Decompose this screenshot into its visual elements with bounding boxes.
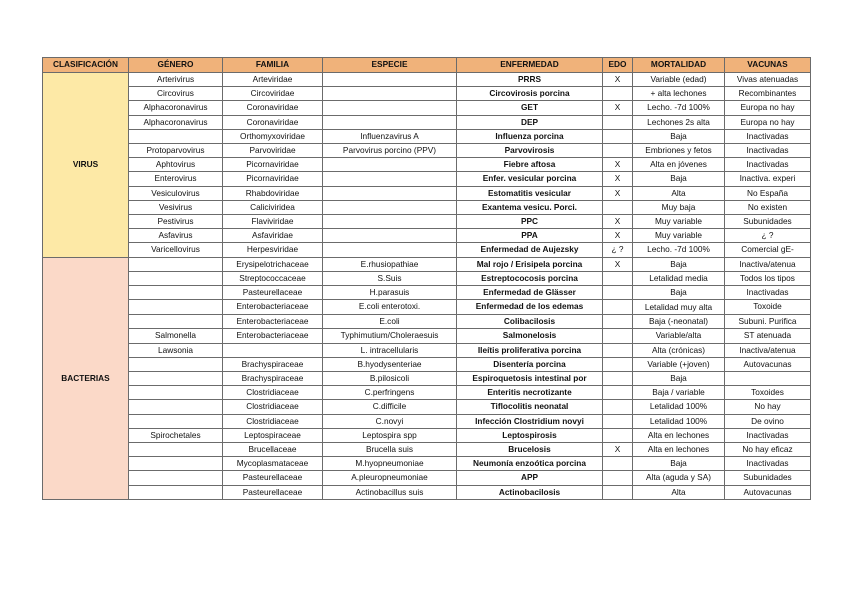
cell-enfermedad: APP [457, 471, 603, 485]
cell-especie: E.rhusiopathiae [323, 257, 457, 271]
cell-enfermedad: Parvovirosis [457, 144, 603, 158]
cell-mortalidad: Alta (aguda y SA) [633, 471, 725, 485]
cell-vacunas: No España [725, 186, 811, 200]
table-row [43, 400, 811, 414]
cell-mortalidad: Lecho. -7d 100% [633, 101, 725, 115]
table-row [43, 414, 811, 428]
header-genero: GÉNERO [129, 58, 223, 73]
cell-enfermedad: Espiroquetosis intestinal por [457, 372, 603, 386]
cell-especie: Influenzavirus A [323, 129, 457, 143]
cell-familia: Leptospiraceae [223, 428, 323, 442]
cell-genero: Lawsonia [129, 343, 223, 357]
header-vacunas: VACUNAS [725, 58, 811, 73]
cell-genero: Arterivirus [129, 73, 223, 87]
cell-genero [129, 485, 223, 499]
cell-edo [603, 400, 633, 414]
cell-genero [129, 286, 223, 300]
cell-mortalidad: Baja [633, 172, 725, 186]
cell-genero [129, 471, 223, 485]
cell-edo [603, 471, 633, 485]
cell-mortalidad: Baja / variable [633, 386, 725, 400]
cell-familia: Coronaviridae [223, 101, 323, 115]
cell-genero [129, 271, 223, 285]
cell-familia: Pasteurellaceae [223, 286, 323, 300]
cell-enfermedad: GET [457, 101, 603, 115]
cell-edo [603, 414, 633, 428]
cell-mortalidad: Baja [633, 286, 725, 300]
cell-familia: Arteviridae [223, 73, 323, 87]
cell-vacunas: Autovacunas [725, 485, 811, 499]
cell-edo [603, 286, 633, 300]
cell-mortalidad: Baja (-neonatal) [633, 315, 725, 329]
cell-vacunas: De ovino [725, 414, 811, 428]
cell-vacunas: Inactiva/atenua [725, 257, 811, 271]
cell-edo: X [603, 215, 633, 229]
table-row [43, 300, 811, 315]
cell-edo [603, 372, 633, 386]
cell-genero [129, 357, 223, 371]
cell-vacunas [725, 372, 811, 386]
cell-edo [603, 457, 633, 471]
cell-edo [603, 386, 633, 400]
cell-vacunas: ¿ ? [725, 229, 811, 243]
cell-mortalidad: Letalidad 100% [633, 414, 725, 428]
cell-especie: Brucella suis [323, 443, 457, 457]
cell-especie [323, 158, 457, 172]
cell-especie [323, 186, 457, 200]
cell-vacunas: Inactivadas [725, 457, 811, 471]
cell-familia: Enterobacteriaceae [223, 300, 323, 315]
cell-enfermedad: Actinobacilosis [457, 485, 603, 499]
cell-especie [323, 87, 457, 101]
header-enfermedad: ENFERMEDAD [457, 58, 603, 73]
cell-vacunas: No hay [725, 400, 811, 414]
table-row [43, 215, 811, 229]
cell-especie [323, 115, 457, 129]
cell-especie: L. intracellularis [323, 343, 457, 357]
table-row [43, 229, 811, 243]
cell-familia: Enterobacteriaceae [223, 315, 323, 329]
cell-edo [603, 129, 633, 143]
cell-enfermedad: PRRS [457, 73, 603, 87]
cell-mortalidad: Variable/alta [633, 329, 725, 343]
cell-familia: Brucellaceae [223, 443, 323, 457]
cell-especie: C.difficile [323, 400, 457, 414]
cell-familia: Pasteurellaceae [223, 485, 323, 499]
cell-especie: Leptospira spp [323, 428, 457, 442]
cell-vacunas: Inactivadas [725, 428, 811, 442]
cell-edo [603, 315, 633, 329]
cell-especie [323, 243, 457, 257]
cell-enfermedad: Fiebre aftosa [457, 158, 603, 172]
group-label-bacterias: BACTERIAS [43, 257, 129, 499]
cell-familia: Picornaviridae [223, 158, 323, 172]
cell-edo: X [603, 158, 633, 172]
cell-enfermedad: Colibacilosis [457, 315, 603, 329]
cell-vacunas: Inactiva. experi [725, 172, 811, 186]
cell-mortalidad: Embriones y fetos [633, 144, 725, 158]
table-row [43, 357, 811, 371]
table-row [43, 243, 811, 257]
table-row [43, 257, 811, 271]
cell-enfermedad: PPA [457, 229, 603, 243]
table-row [43, 386, 811, 400]
table-row [43, 115, 811, 129]
cell-genero [129, 257, 223, 271]
cell-enfermedad: Exantema vesicu. Porci. [457, 200, 603, 214]
table-row [43, 428, 811, 442]
cell-familia: Erysipelotrichaceae [223, 257, 323, 271]
cell-familia: Streptococcaceae [223, 271, 323, 285]
cell-edo: ¿ ? [603, 243, 633, 257]
cell-familia: Rhabdoviridae [223, 186, 323, 200]
cell-edo [603, 144, 633, 158]
cell-mortalidad: Lecho. -7d 100% [633, 243, 725, 257]
cell-vacunas: Comercial gE- [725, 243, 811, 257]
cell-familia: Clostridiaceae [223, 386, 323, 400]
cell-enfermedad: Enteritis necrotizante [457, 386, 603, 400]
cell-mortalidad: Alta en lechones [633, 443, 725, 457]
cell-edo [603, 343, 633, 357]
cell-enfermedad: Influenza porcina [457, 129, 603, 143]
cell-edo: X [603, 443, 633, 457]
cell-especie [323, 73, 457, 87]
cell-mortalidad: Alta [633, 186, 725, 200]
cell-edo [603, 300, 633, 315]
cell-especie: C.novyi [323, 414, 457, 428]
cell-especie [323, 229, 457, 243]
cell-genero: Alphacoronavirus [129, 101, 223, 115]
cell-enfermedad: Circovirosis porcina [457, 87, 603, 101]
cell-especie: B.pilosicoli [323, 372, 457, 386]
cell-especie: H.parasuis [323, 286, 457, 300]
cell-vacunas: Autovacunas [725, 357, 811, 371]
cell-enfermedad: Neumonía enzoótica porcina [457, 457, 603, 471]
cell-familia: Herpesviridae [223, 243, 323, 257]
cell-vacunas: Toxoide [725, 300, 811, 315]
cell-familia: Caliciviridea [223, 200, 323, 214]
cell-genero [129, 414, 223, 428]
cell-vacunas: Inactivadas [725, 129, 811, 143]
cell-genero: Vesiculovirus [129, 186, 223, 200]
cell-mortalidad: Lechones 2s alta [633, 115, 725, 129]
cell-enfermedad: Tiflocolitis neonatal [457, 400, 603, 414]
cell-edo [603, 428, 633, 442]
cell-mortalidad: Alta en lechones [633, 428, 725, 442]
cell-genero [129, 457, 223, 471]
cell-mortalidad: Baja [633, 457, 725, 471]
cell-mortalidad: + alta lechones [633, 87, 725, 101]
cell-familia: Brachyspiraceae [223, 372, 323, 386]
cell-vacunas: Toxoides [725, 386, 811, 400]
cell-genero: Asfavirus [129, 229, 223, 243]
cell-vacunas: Todos los tipos [725, 271, 811, 285]
cell-enfermedad: DEP [457, 115, 603, 129]
cell-familia [223, 343, 323, 357]
cell-genero: Aphtovirus [129, 158, 223, 172]
cell-genero: Vesivirus [129, 200, 223, 214]
cell-especie: M.hyopneumoniae [323, 457, 457, 471]
table-row [43, 144, 811, 158]
cell-enfermedad: Mal rojo / Erisipela porcina [457, 257, 603, 271]
cell-mortalidad: Letalidad muy alta [633, 300, 725, 315]
cell-genero [129, 300, 223, 315]
table-row [43, 286, 811, 300]
cell-vacunas: Vivas atenuadas [725, 73, 811, 87]
cell-especie [323, 172, 457, 186]
cell-genero: Protoparvovirus [129, 144, 223, 158]
cell-mortalidad: Baja [633, 372, 725, 386]
cell-familia: Enterobacteriaceae [223, 329, 323, 343]
cell-enfermedad: Enfermedad de los edemas [457, 300, 603, 315]
cell-vacunas: Subunidades [725, 471, 811, 485]
cell-edo: X [603, 257, 633, 271]
table-row [43, 471, 811, 485]
table-row [43, 129, 811, 143]
cell-vacunas: Subunidades [725, 215, 811, 229]
cell-edo: X [603, 73, 633, 87]
cell-especie: Typhimutium/Choleraesuis [323, 329, 457, 343]
cell-especie [323, 101, 457, 115]
table-row [43, 101, 811, 115]
cell-mortalidad: Variable (edad) [633, 73, 725, 87]
cell-mortalidad: Alta (crónicas) [633, 343, 725, 357]
table-row [43, 343, 811, 357]
cell-especie: Actinobacillus suis [323, 485, 457, 499]
cell-especie: Parvovirus porcino (PPV) [323, 144, 457, 158]
cell-enfermedad: Disentería porcina [457, 357, 603, 371]
cell-enfermedad: Ileítis proliferativa porcina [457, 343, 603, 357]
cell-edo [603, 115, 633, 129]
cell-enfermedad: Enfer. vesicular porcina [457, 172, 603, 186]
cell-genero [129, 400, 223, 414]
cell-vacunas: Recombinantes [725, 87, 811, 101]
cell-enfermedad: Enfermedad de Glässer [457, 286, 603, 300]
cell-especie: A.pleuropneumoniae [323, 471, 457, 485]
cell-vacunas: Inactiva/atenua [725, 343, 811, 357]
cell-familia: Orthomyxoviridae [223, 129, 323, 143]
cell-especie: B.hyodysenteriae [323, 357, 457, 371]
table-row [43, 329, 811, 343]
cell-edo: X [603, 172, 633, 186]
table-row [43, 87, 811, 101]
cell-familia: Brachyspiraceae [223, 357, 323, 371]
cell-edo [603, 87, 633, 101]
cell-genero: Salmonella [129, 329, 223, 343]
cell-vacunas: Europa no hay [725, 101, 811, 115]
table-row [43, 186, 811, 200]
cell-mortalidad: Muy variable [633, 215, 725, 229]
table-row [43, 73, 811, 87]
header-row [43, 58, 811, 73]
header-especie: ESPECIE [323, 58, 457, 73]
cell-mortalidad: Baja [633, 129, 725, 143]
cell-edo: X [603, 101, 633, 115]
header-edo: EDO [603, 58, 633, 73]
cell-edo [603, 329, 633, 343]
cell-familia: Mycoplasmataceae [223, 457, 323, 471]
cell-enfermedad: PPC [457, 215, 603, 229]
table-row [43, 315, 811, 329]
table-row [43, 485, 811, 499]
cell-mortalidad: Letalidad 100% [633, 400, 725, 414]
cell-familia: Pasteurellaceae [223, 471, 323, 485]
cell-genero [129, 372, 223, 386]
cell-enfermedad: Enfermedad de Aujezsky [457, 243, 603, 257]
cell-edo: X [603, 186, 633, 200]
cell-especie: E.coli enterotoxi. [323, 300, 457, 315]
disease-classification-table [42, 57, 811, 500]
cell-mortalidad: Letalidad media [633, 271, 725, 285]
cell-mortalidad: Muy variable [633, 229, 725, 243]
table-row [43, 271, 811, 285]
cell-familia: Clostridiaceae [223, 414, 323, 428]
cell-mortalidad: Baja [633, 257, 725, 271]
cell-vacunas: Subuni. Purifica [725, 315, 811, 329]
table-row [43, 158, 811, 172]
cell-especie: S.Suis [323, 271, 457, 285]
header-mortalidad: MORTALIDAD [633, 58, 725, 73]
cell-familia: Asfaviridae [223, 229, 323, 243]
cell-edo: X [603, 229, 633, 243]
cell-genero: Alphacoronavirus [129, 115, 223, 129]
cell-enfermedad: Brucelosis [457, 443, 603, 457]
cell-genero: Varicellovirus [129, 243, 223, 257]
cell-especie [323, 215, 457, 229]
table-row [43, 372, 811, 386]
cell-especie: C.perfringens [323, 386, 457, 400]
cell-familia: Flaviviridae [223, 215, 323, 229]
group-label-virus: VIRUS [43, 73, 129, 258]
cell-genero: Enterovirus [129, 172, 223, 186]
cell-vacunas: Inactivadas [725, 286, 811, 300]
cell-enfermedad: Estreptococosis porcina [457, 271, 603, 285]
cell-vacunas: Inactivadas [725, 144, 811, 158]
header-familia: FAMILIA [223, 58, 323, 73]
cell-mortalidad: Alta en jóvenes [633, 158, 725, 172]
cell-mortalidad: Variable (+joven) [633, 357, 725, 371]
cell-genero: Circovirus [129, 87, 223, 101]
cell-familia: Clostridiaceae [223, 400, 323, 414]
cell-edo [603, 485, 633, 499]
cell-edo [603, 357, 633, 371]
table-row [43, 172, 811, 186]
cell-genero: Spirochetales [129, 428, 223, 442]
cell-edo [603, 200, 633, 214]
cell-enfermedad: Leptospirosis [457, 428, 603, 442]
cell-enfermedad: Estomatitis vesicular [457, 186, 603, 200]
cell-vacunas: ST atenuada [725, 329, 811, 343]
cell-vacunas: No hay eficaz [725, 443, 811, 457]
cell-mortalidad: Alta [633, 485, 725, 499]
cell-especie [323, 200, 457, 214]
table-row [43, 443, 811, 457]
cell-especie: E.coli [323, 315, 457, 329]
cell-vacunas: Inactivadas [725, 158, 811, 172]
cell-edo [603, 271, 633, 285]
cell-vacunas: No existen [725, 200, 811, 214]
header-clasificacion: CLASIFICACIÓN [43, 58, 129, 73]
cell-genero [129, 315, 223, 329]
cell-familia: Picornaviridae [223, 172, 323, 186]
table-row [43, 457, 811, 471]
cell-familia: Circoviridae [223, 87, 323, 101]
cell-genero: Pestivirus [129, 215, 223, 229]
cell-genero [129, 443, 223, 457]
cell-genero [129, 129, 223, 143]
cell-genero [129, 386, 223, 400]
cell-mortalidad: Muy baja [633, 200, 725, 214]
table-row [43, 200, 811, 214]
cell-enfermedad: Salmonelosis [457, 329, 603, 343]
cell-familia: Parvoviridae [223, 144, 323, 158]
cell-familia: Coronaviridae [223, 115, 323, 129]
cell-vacunas: Europa no hay [725, 115, 811, 129]
cell-enfermedad: Infección Clostridium novyi [457, 414, 603, 428]
